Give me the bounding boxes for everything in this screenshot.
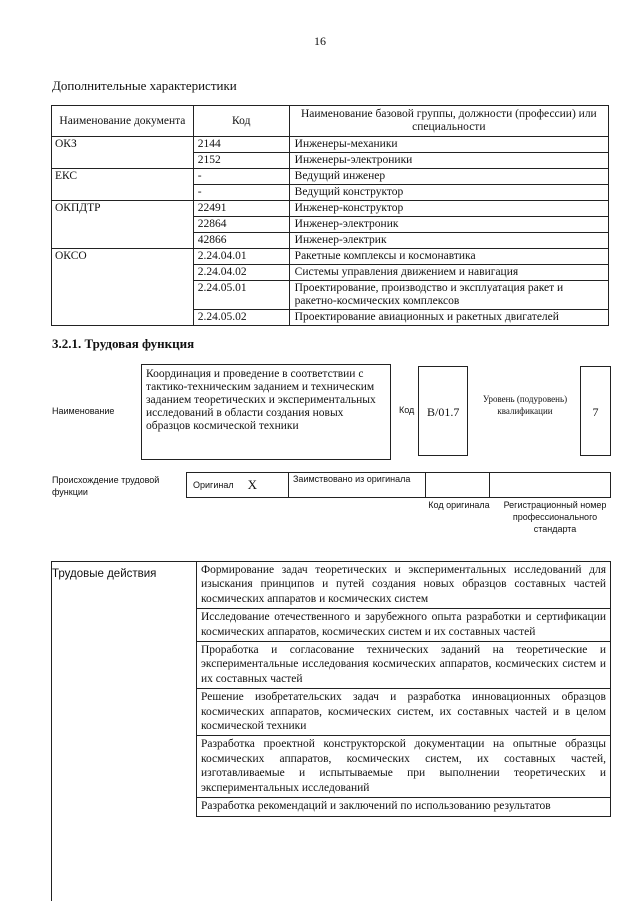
section-title: Дополнительные характеристики bbox=[52, 78, 237, 93]
header-code: Код bbox=[193, 106, 289, 137]
origin-code-cell bbox=[426, 472, 490, 498]
group-name-cell: Ведущий конструктор bbox=[289, 185, 608, 201]
group-name-cell: Инженер-конструктор bbox=[289, 201, 608, 217]
group-name-cell: Инженер-электрик bbox=[289, 233, 608, 249]
group-name-cell: Проектирование, производство и эксплуатация ракет и ракетно-космических комплексов bbox=[289, 281, 608, 310]
registration-number-label: Регистрационный номер профессионального стандарта bbox=[503, 500, 607, 534]
table-row bbox=[52, 201, 609, 217]
table-header-row bbox=[52, 106, 609, 137]
code-cell: 2144 bbox=[193, 137, 289, 153]
labor-actions-label: Трудовые действия bbox=[52, 568, 157, 580]
list-item: Проработка и согласование технических заданий на теоретические и экспериментальные исследования космических аппаратов, космических систем и их составных частей bbox=[197, 642, 611, 689]
origin-original-cell bbox=[186, 472, 289, 498]
code-cell: - bbox=[193, 185, 289, 201]
code-cell: 22491 bbox=[193, 201, 289, 217]
group-name-cell: Ведущий инженер bbox=[289, 169, 608, 185]
original-label: Оригинал bbox=[193, 480, 234, 490]
group-name-cell: Проектирование авиационных и ракетных двигателей bbox=[289, 310, 608, 326]
doc-name: ОКСО bbox=[52, 249, 194, 326]
list-item: Формирование задач теоретических и экспериментальных исследований для изыскания принципов и путей создания новых образцов составных частей космических аппаратов и космических систем bbox=[197, 562, 611, 609]
header-document: Наименование документа bbox=[52, 106, 194, 137]
qualification-level-label: Уровень (подуровень) квалификации bbox=[482, 394, 568, 416]
additional-characteristics-table bbox=[51, 105, 609, 326]
code-cell: - bbox=[193, 169, 289, 185]
code-cell: 2152 bbox=[193, 153, 289, 169]
code-cell: 42866 bbox=[193, 233, 289, 249]
list-item: Решение изобретательских задач и разработка инновационных образцов космических аппаратов, космических систем, их составных частей и в целом космической техники bbox=[197, 689, 611, 736]
origin-label: Происхождение трудовой функции bbox=[52, 475, 160, 497]
function-name-label: Наименование bbox=[52, 406, 115, 416]
header-group: Наименование базовой группы, должности (профессии) или специальности bbox=[289, 106, 608, 137]
original-code-label: Код оригинала bbox=[428, 500, 490, 510]
code-cell: 2.24.05.02 bbox=[193, 310, 289, 326]
doc-name: ОКЗ bbox=[52, 137, 194, 169]
code-cell: 2.24.04.01 bbox=[193, 249, 289, 265]
table-row bbox=[52, 137, 609, 153]
function-code-label: Код bbox=[399, 405, 415, 415]
list-item: Разработка рекомендаций и заключений по использованию результатов bbox=[197, 798, 611, 816]
group-name-cell: Системы управления движением и навигация bbox=[289, 265, 608, 281]
group-name-cell: Ракетные комплексы и космонавтика bbox=[289, 249, 608, 265]
group-name-cell: Инженер-электроник bbox=[289, 217, 608, 233]
table-row bbox=[52, 249, 609, 265]
group-name-cell: Инженеры-электроники bbox=[289, 153, 608, 169]
code-cell: 22864 bbox=[193, 217, 289, 233]
labor-actions-label-cell bbox=[51, 561, 196, 901]
doc-name: ОКПДТР bbox=[52, 201, 194, 249]
origin-reg-number-cell bbox=[490, 472, 611, 498]
labor-actions-list bbox=[196, 561, 611, 817]
qualification-level-box: 7 bbox=[580, 366, 611, 456]
origin-row bbox=[186, 472, 611, 498]
list-item: Разработка проектной конструкторской документации на опытные образцы космических аппаратов, космических систем, их составных частей, изготавливаемые и испытываемые при выполнении теоретических и экспериментальных исследований bbox=[197, 736, 611, 798]
table-row bbox=[52, 169, 609, 185]
group-name-cell: Инженеры-механики bbox=[289, 137, 608, 153]
code-cell: 2.24.04.02 bbox=[193, 265, 289, 281]
code-cell: 2.24.05.01 bbox=[193, 281, 289, 310]
original-mark: X bbox=[247, 477, 257, 492]
list-item: Исследование отечественного и зарубежного опыта разработки и сертификации космических аппаратов, космических систем и их составных частей bbox=[197, 609, 611, 642]
function-heading: 3.2.1. Трудовая функция bbox=[52, 336, 195, 351]
origin-borrowed-cell: Заимствовано из оригинала bbox=[289, 472, 426, 498]
function-name-box: Координация и проведение в соответствии с тактико-техническим заданием и техническим заданием теоретических и экспериментальных исследований в области создания новых образцов космической техники bbox=[141, 364, 391, 460]
doc-name: ЕКС bbox=[52, 169, 194, 201]
page-number: 16 bbox=[314, 34, 326, 48]
function-code-box: B/01.7 bbox=[418, 366, 468, 456]
